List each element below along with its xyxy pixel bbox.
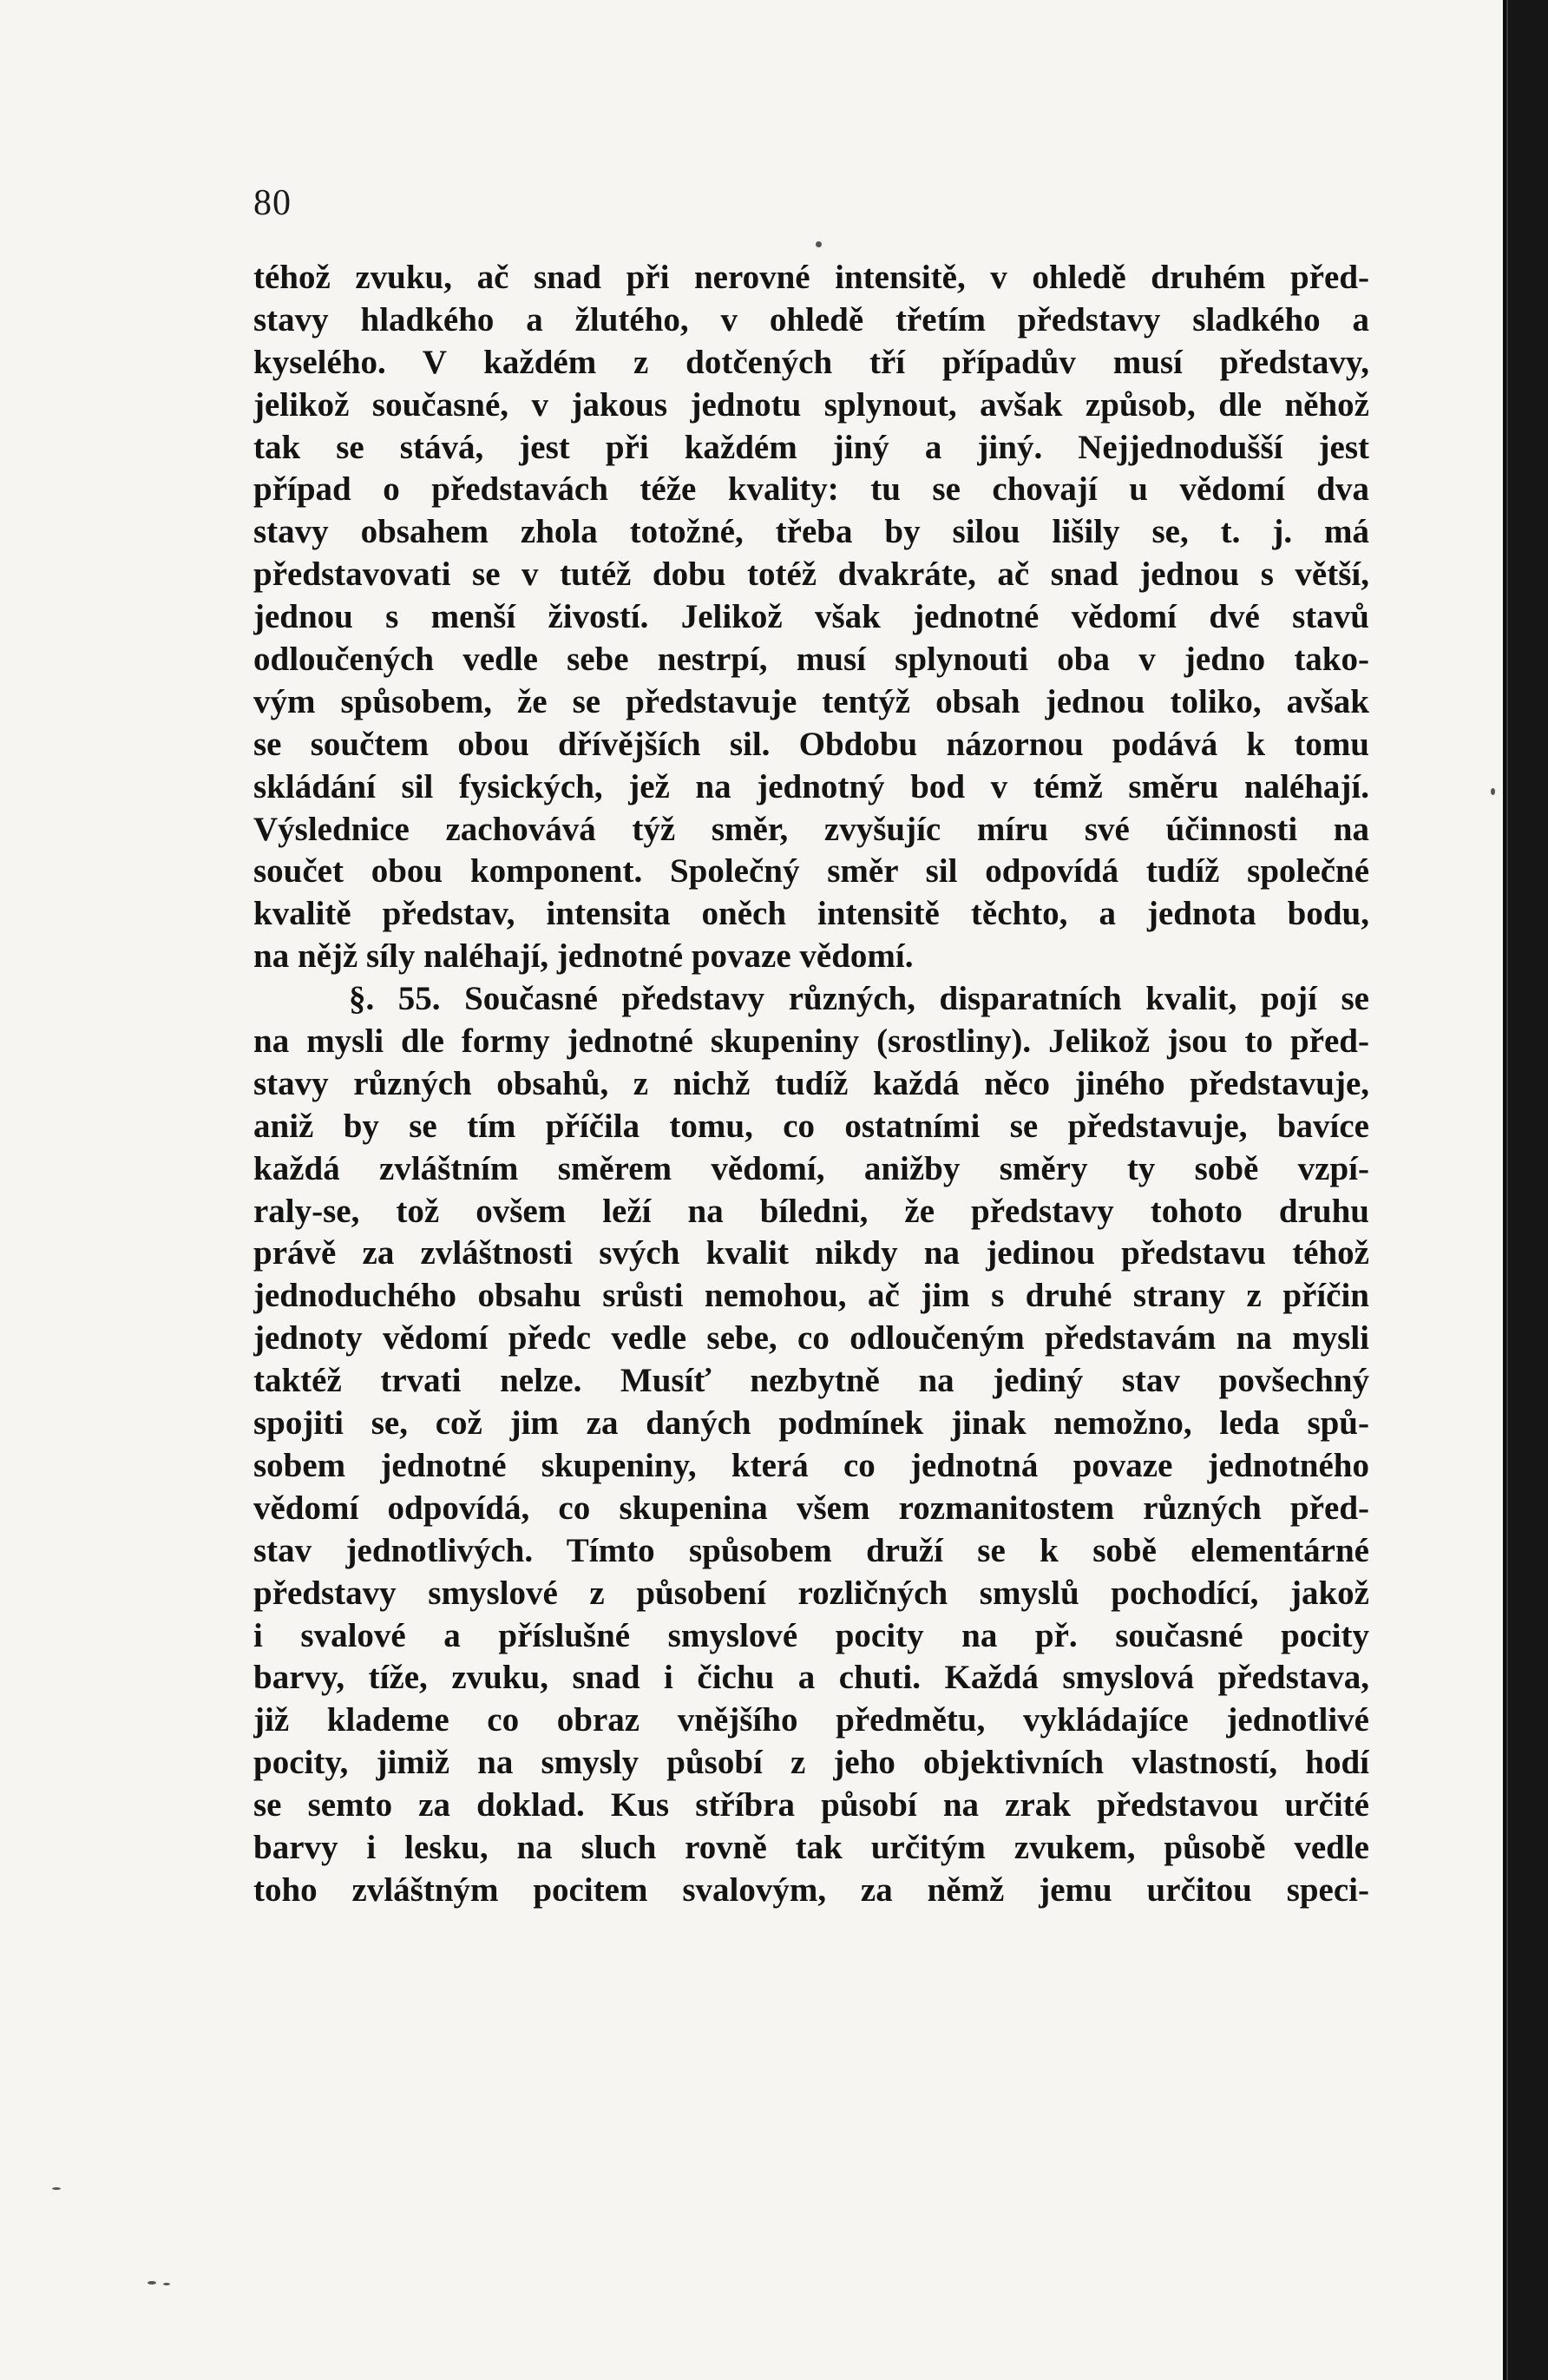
dust-speck bbox=[163, 2283, 170, 2285]
text-line: kvalitě představ, intensita oněch intensitě těchto, a jednota bodu, bbox=[253, 895, 1369, 933]
text-line: Výslednice zachovává týž směr, zvyšujíc míru své účinnosti na bbox=[253, 810, 1369, 848]
text-line: každá zvláštním směrem vědomí, anižby směry ty sobě vzpí- bbox=[253, 1149, 1369, 1187]
dust-speck bbox=[816, 241, 822, 247]
text-line: kyselého. V každém z dotčených tří případův musí představy, bbox=[253, 343, 1369, 381]
text-line: stavy obsahem zhola totožné, třeba by silou lišily se, t. j. má bbox=[253, 513, 1369, 551]
dust-speck bbox=[1491, 788, 1495, 795]
text-line: toho zvláštným pocitem svalovým, za němž jemu určitou speci- bbox=[253, 1870, 1369, 1909]
text-line: se semto za doklad. Kus stříbra působí na zrak představou určité bbox=[253, 1786, 1369, 1824]
text-line: jednoty vědomí předc vedle sebe, co odloučeným představám na mysli bbox=[253, 1319, 1369, 1358]
text-line: téhož zvuku, ač snad při nerovné intensitě, v ohledě druhém před- bbox=[253, 259, 1369, 296]
text-line: taktéž trvati nelze. Musíť nezbytně na jediný stav povšechný bbox=[253, 1362, 1369, 1400]
text-line: jelikož současné, v jakous jednotu splynout, avšak způsob, dle něhož bbox=[253, 385, 1369, 424]
text-line: odloučených vedle sebe nestrpí, musí splynouti oba v jedno tako- bbox=[253, 641, 1369, 679]
body-text bbox=[253, 257, 1369, 1912]
text-line: na nějž síly naléhají, jednotné povaze vědomí. bbox=[253, 937, 914, 976]
text-line: stavy různých obsahů, z nichž tudíž každá něco jiného představuje, bbox=[253, 1064, 1369, 1102]
text-line: raly-se, tož ovšem leží na bíledni, že představy tohoto druhu bbox=[253, 1192, 1369, 1230]
text-line: stavy hladkého a žlutého, v ohledě třetím představy sladkého a bbox=[253, 300, 1369, 339]
text-line: jednoduchého obsahu srůsti nemohou, ač jim s druhé strany z příčin bbox=[253, 1277, 1369, 1315]
dust-speck bbox=[148, 2281, 156, 2285]
text-line: součet obou komponent. Společný směr sil odpovídá tudíž společné bbox=[253, 852, 1369, 891]
text-line: skládání sil fysických, jež na jednotný bod v témž směru naléhají. bbox=[253, 767, 1369, 805]
text-line: již klademe co obraz vnějšího předmětu, vykládajíce jednotlivé bbox=[253, 1701, 1369, 1739]
text-line: představovati se v tutéž dobu totéž dvakráte, ač snad jednou s větší, bbox=[253, 556, 1369, 594]
dust-speck bbox=[52, 2187, 61, 2190]
text-line: spojiti se, což jim za daných podmínek jinak nemožno, leda spů- bbox=[253, 1404, 1369, 1443]
text-line: na mysli dle formy jednotné skupeniny (srostliny). Jelikož jsou to před- bbox=[253, 1022, 1369, 1061]
text-line: sobem jednotné skupeniny, která co jednotná povaze jednotného bbox=[253, 1446, 1369, 1484]
text-line: pocity, jimiž na smysly působí z jeho objektivních vlastností, hodí bbox=[253, 1744, 1369, 1782]
text-line: vým spůsobem, že se představuje tentýž obsah jednou toliko, avšak bbox=[253, 682, 1369, 720]
text-line: jednou s menší živostí. Jelikož však jednotné vědomí dvé stavů bbox=[253, 598, 1369, 636]
text-line: představy smyslové z působení rozličných smyslů pochodící, jakož bbox=[253, 1574, 1369, 1612]
page-number: 80 bbox=[253, 183, 292, 223]
text-line: vědomí odpovídá, co skupenina všem rozmanitostem různých před- bbox=[253, 1489, 1369, 1527]
text-line: stav jednotlivých. Tímto spůsobem druží se k sobě elementárné bbox=[253, 1531, 1369, 1569]
page-edge-shadow bbox=[1506, 0, 1548, 2380]
text-line: aniž by se tím příčila tomu, co ostatními se představuje, bavíce bbox=[253, 1107, 1369, 1145]
text-line: tak se stává, jest při každém jiný a jiný. Nejjednodušší jest bbox=[253, 428, 1369, 466]
text-line: se součtem obou dřívějších sil. Obdobu názornou podává k tomu bbox=[253, 725, 1369, 763]
text-line: barvy, tíže, zvuku, snad i čichu a chuti. Každá smyslová představa, bbox=[253, 1659, 1369, 1697]
text-line: barvy i lesku, na sluch rovně tak určitým zvukem, působě vedle bbox=[253, 1828, 1369, 1866]
text-line: i svalové a příslušné smyslové pocity na př. současné pocity bbox=[253, 1616, 1369, 1654]
text-line: právě za zvláštnosti svých kvalit nikdy na jedinou představu téhož bbox=[253, 1234, 1369, 1272]
section-start-line: §. 55. Současné představy různých, disparatních kvalit, pojí se bbox=[349, 980, 1369, 1018]
text-line: případ o představách téže kvality: tu se chovají u vědomí dva bbox=[253, 470, 1369, 509]
